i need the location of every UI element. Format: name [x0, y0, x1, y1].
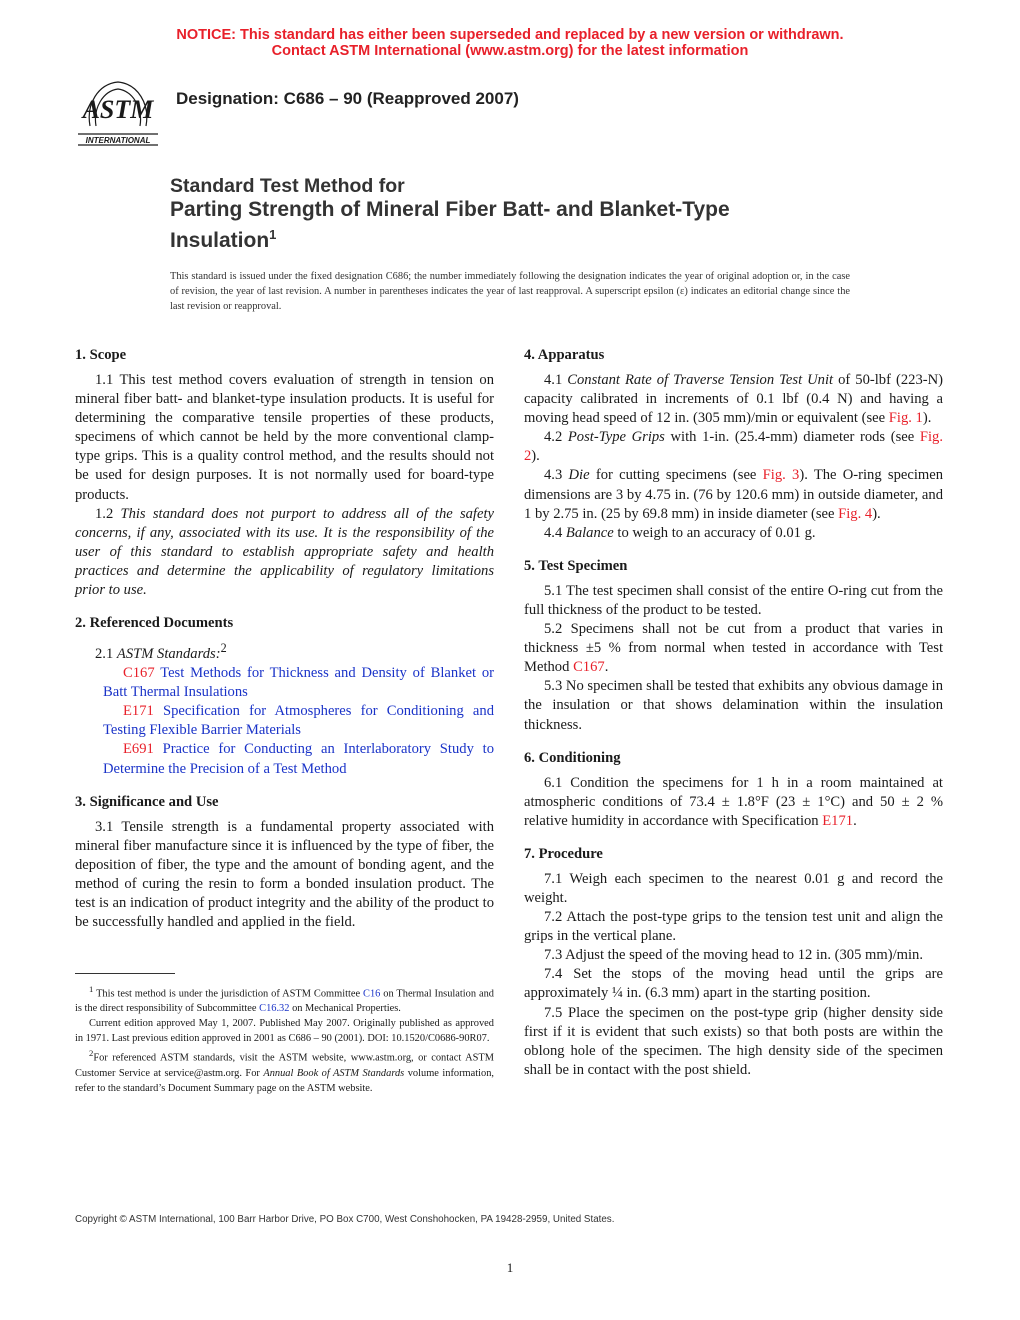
copyright-line: Copyright © ASTM International, 100 Barr Harbor Drive, PO Box C700, West Conshohocken, PA 19428-2959, United States. [75, 1214, 615, 1225]
text: 6.1 Condition the specimens for 1 h in a room maintained at atmospheric conditions of 73.4 ± 1.8°F (23 ± 1°C) and 50 ± 2 % relative humidity in accordance with Specification [524, 774, 943, 829]
withdrawn-notice [0, 27, 1020, 59]
reference-title[interactable]: Specification for Atmospheres for Conditioning and Testing Flexible Barrier Materials [103, 703, 494, 739]
paragraph: 7.3 Adjust the speed of the moving head to 12 in. (305 mm)/min. [544, 947, 923, 964]
paragraph [524, 428, 943, 466]
paragraph: 5.3 No specimen shall be tested that exhibits any obvious damage in the insulation or that shows delamination within the insulation thickness. [524, 678, 943, 733]
figure-link[interactable]: Fig. 1 [888, 410, 923, 427]
astm-standards-label: ASTM Standards: [116, 645, 221, 662]
figure-link[interactable]: Fig. 4 [838, 505, 873, 522]
title-footnote-mark: 1 [269, 227, 277, 242]
book-title: Annual Book of ASTM Standards [263, 1067, 405, 1079]
paragraph: 7.4 Set the stops of the moving head until the grips are approximately ¼ in. (6.3 mm) apart in the starting position. [524, 966, 943, 1002]
title-line-2: Parting Strength of Mineral Fiber Batt- and Blanket-Type [170, 198, 730, 221]
section-heading: 1. Scope [75, 347, 127, 363]
text: to weigh to an accuracy of 0.01 g. [617, 524, 816, 541]
section-procedure [524, 845, 943, 1080]
figure-link[interactable]: Fig. 3 [762, 467, 800, 484]
safety-caveat: This standard does not purport to address all of the safety concerns, if any, associated with its use. It is the responsibility of the user of this standard to establish appropriate safety and health practices and determine the applicability of regulatory limitations prior to use. [75, 505, 494, 599]
figure-link[interactable]: Fig. 2 [524, 429, 944, 465]
footnotes [75, 982, 494, 1096]
footnote-mark: 2 [89, 1048, 94, 1059]
paragraph: 3.1 Tensile strength is a fundamental property associated with mineral fiber manufacture since it is influenced by the type of fiber, the deposition of fiber, the type and the amount of bonding agent, and the method of curing the resin to form a bonded insulation product. The test is an indication of product integrity and the ability of the product to be successfully handled and applied in the field. [75, 818, 494, 931]
paragraph [524, 524, 943, 543]
text: ). [531, 448, 540, 465]
paragraph [75, 505, 494, 600]
notice-line-1: NOTICE: This standard has either been superseded and replaced by a new version or withdrawn. [176, 27, 844, 43]
committee-link[interactable]: C16 [363, 988, 381, 1000]
paragraph: 5.1 The test specimen shall consist of the entire O-ring cut from the full thickness of the product to be tested. [524, 582, 943, 618]
text: on Thermal Insulation and is the direct responsibility of Subcommittee [75, 988, 494, 1015]
text: ). The O-ring specimen dimensions are 3 by 4.75 in. (76 by 120.6 mm) in outside diameter, and 1 by 2.75 in. (25 by 69.8 mm) in inside diameter (see [524, 467, 944, 522]
paragraph: 7.1 Weigh each specimen to the nearest 0.01 g and record the weight. [524, 870, 943, 906]
term: Die [568, 467, 590, 484]
paragraph [524, 620, 943, 677]
text: ). [872, 505, 881, 522]
section-significance [75, 793, 494, 933]
paragraph: 1.1 This test method covers evaluation of strength in tension on mineral fiber batt- and blanket-type insulation products. It is useful for determining the comparative tensile properties of these products, specimens of which cannot be held by the more conventional clamp-type grips. This is a quality control method, and the results should not be used for design purposes. It is not normally used for board-type products. [75, 372, 494, 503]
section-heading: 7. Procedure [524, 845, 603, 862]
section-test-specimen [524, 557, 943, 735]
subcommittee-link[interactable]: C16.32 [259, 1003, 290, 1015]
term: Balance [565, 524, 614, 541]
astm-logo [76, 74, 160, 150]
section-scope [75, 346, 494, 600]
paragraph: 7.2 Attach the post-type grips to the tension test unit and align the grips in the vertical plane. [524, 909, 943, 945]
footnote-divider [75, 973, 175, 974]
reference-title[interactable]: Practice for Conducting an Interlaboratory Study to Determine the Precision of a Test Method [103, 741, 494, 777]
paragraph-number: 4.1 [544, 372, 563, 388]
term: Post-Type Grips [567, 429, 665, 446]
reference-title[interactable]: Test Methods for Thickness and Density of Blanket or Batt Thermal Insulations [103, 665, 494, 701]
paragraph [524, 371, 943, 428]
text: volume information, refer to the standard’s Document Summary page on the ASTM website. [75, 1067, 495, 1094]
reference-item[interactable] [75, 664, 494, 702]
intro-paragraph: This standard is issued under the fixed designation C686; the number immediately following the designation indicates the year of original adoption or, in the case of revision, the year of last revision. A number in parentheses indicates the year of last reapproval. A superscript epsilon (ε) indicates an editorial change since the last revision or reapproval. [170, 271, 850, 313]
reference-link[interactable]: C167 [573, 659, 605, 676]
left-column [75, 346, 494, 946]
title-line-1: Standard Test Method for [170, 175, 405, 197]
reference-code[interactable]: C167 [123, 665, 155, 682]
paragraph-number: 4.2 [544, 429, 563, 446]
paragraph-number: 1.2 [95, 505, 114, 522]
paragraph [75, 639, 494, 664]
reference-item[interactable] [75, 702, 494, 740]
text: on Mechanical Properties. [292, 1003, 401, 1015]
paragraph-number: 4.4 [544, 524, 563, 541]
designation: Designation: C686 – 90 (Reapproved 2007) [176, 89, 519, 108]
text: with 1-in. (25.4-mm) diameter rods (see [670, 429, 915, 446]
document-title [170, 175, 870, 253]
footnote-2 [75, 1046, 494, 1095]
title-line-3: Insulation [170, 229, 270, 252]
text: of 50-lbf (223-N) capacity calibrated in increments of 0.1 lbf (0.4 N) and having a moving head speed of 12 in. (305 mm)/min or equivalent (see [524, 372, 943, 427]
section-heading: 2. Referenced Documents [75, 615, 234, 632]
page-number: 1 [506, 1260, 514, 1275]
section-heading: 4. Apparatus [524, 347, 605, 363]
section-conditioning [524, 749, 943, 831]
logo-mark-text: ASTM [82, 95, 154, 124]
paragraph: 7.5 Place the specimen on the post-type grip (higher density side first if it is evident that such exists) so that both posts are within the oblong hole of the specimen. The high density side of the specimen shall be in contact with the post shield. [524, 1004, 943, 1078]
logo-subtext: INTERNATIONAL [85, 136, 151, 145]
paragraph [524, 774, 943, 831]
notice-line-2: Contact ASTM International (www.astm.org) for the latest information [271, 43, 749, 59]
footnote-edition: Current edition approved May 1, 2007. Published May 2007. Originally published as approved in 1971. Last previous edition approved in 2001 as C686 – 90 (2001). DOI: 10.1520/C0686-90R07. [75, 1018, 494, 1045]
reference-item[interactable] [75, 740, 494, 778]
section-heading: 3. Significance and Use [75, 793, 219, 810]
paragraph [524, 466, 943, 523]
text: . [604, 659, 609, 676]
reference-code[interactable]: E691 [123, 741, 154, 758]
section-heading: 5. Test Specimen [524, 557, 628, 574]
right-column [524, 346, 943, 1094]
reference-link[interactable]: E171 [822, 812, 854, 829]
text: ). [922, 410, 932, 427]
text: For referenced ASTM standards, visit the ASTM website, www.astm.org, or contact ASTM Customer Service at service@astm.org. For [75, 1052, 494, 1079]
section-referenced-documents [75, 614, 494, 779]
text: . [853, 812, 857, 829]
footnote-mark: 1 [89, 984, 94, 994]
footnote-1 [75, 982, 494, 1016]
paragraph-number: 2.1 [95, 645, 114, 662]
paragraph-number: 4.3 [544, 467, 563, 484]
text: This test method is under the jurisdiction of ASTM Committee [96, 988, 361, 1000]
section-apparatus [524, 346, 943, 543]
text: for cutting specimens (see [595, 467, 757, 484]
text: 5.2 Specimens shall not be cut from a product that varies in thickness ±5 % from normal when tested in accordance with Test Method [524, 621, 943, 676]
term: Constant Rate of Traverse Tension Test Unit [567, 372, 834, 388]
section-heading: 6. Conditioning [524, 749, 621, 766]
footnote-mark: 2 [220, 641, 227, 656]
reference-code[interactable]: E171 [123, 703, 154, 720]
